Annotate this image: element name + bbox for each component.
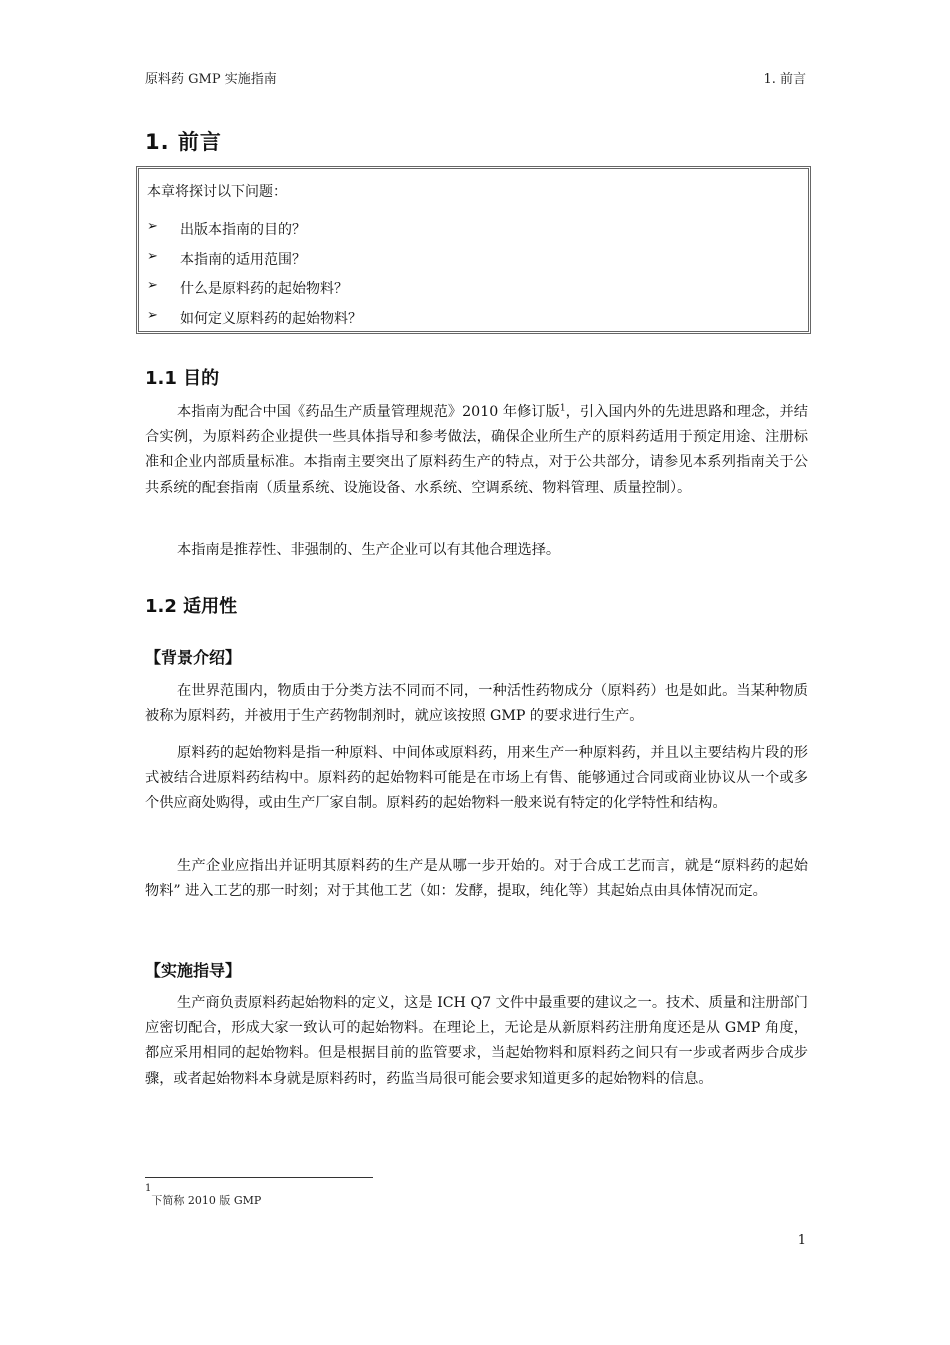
arrow-bullet-icon: ➢ xyxy=(147,248,158,264)
background-paragraph: 生产企业应指出并证明其原料药的生产是从哪一步开始的。对于合成工艺而言，就是“原料药的起始物料” 进入工艺的那一时刻；对于其他工艺（如：发酵，提取，纯化等）其起始点由具体情况而定。 xyxy=(145,858,808,900)
section-title-purpose: 1.1 目的 xyxy=(145,368,220,389)
subheading-guidance: 【实施指导】 xyxy=(145,961,242,980)
purpose-paragraph xyxy=(145,400,808,501)
arrow-bullet-icon: ➢ xyxy=(147,278,158,293)
section-title-applicability: 1.2 适用性 xyxy=(145,596,238,617)
footnote-text: 下简称 2010 版 GMP xyxy=(151,1193,262,1207)
footnote-mark: 1 xyxy=(145,1183,152,1194)
summary-question: 出版本指南的目的？ xyxy=(180,222,306,238)
list-item xyxy=(147,308,362,338)
chapter-title: 1. 前言 xyxy=(145,130,222,154)
running-header-title: 原料药 GMP 实施指南 xyxy=(145,72,277,87)
arrow-bullet-icon: ➢ xyxy=(147,219,158,234)
advisory-note-paragraph: 本指南是推荐性、非强制的、生产企业可以有其他合理选择。 xyxy=(177,542,561,558)
summary-question: 如何定义原料药的起始物料？ xyxy=(180,310,362,327)
footnote xyxy=(145,1183,262,1207)
list-item xyxy=(147,219,362,249)
arrow-bullet-icon: ➢ xyxy=(147,307,158,323)
purpose-text-part-2: ，引入国内外的先进思路和理念，并结合实例，为原料药企业提供一些具体指导和参考做法，确保企业所生产的原料药适用于预定用途、注册标准和企业内部质量标准。本指南主要突出了原料药生产的特点，对于公共部分，请参见本系列指南关于公共系统的配套指南（质量系统、设施设备、水系统、空调系统、物料管理、质量控制）。 xyxy=(145,404,808,496)
subheading-background: 【背景介绍】 xyxy=(145,648,242,667)
purpose-text-part-1: 本指南为配合中国《药品生产质量管理规范》2010 年修订版 xyxy=(177,404,560,420)
footnote-separator xyxy=(145,1177,373,1178)
footnote-reference[interactable]: 1 xyxy=(559,403,566,414)
summary-question: 什么是原料药的起始物料？ xyxy=(180,281,348,297)
summary-question-list xyxy=(147,219,362,337)
summary-intro: 本章将探讨以下问题： xyxy=(147,184,287,200)
chapter-summary-box xyxy=(136,166,811,334)
running-header-chapter: 1. 前言 xyxy=(763,72,806,87)
summary-question: 本指南的适用范围？ xyxy=(180,251,306,268)
list-item xyxy=(147,249,362,279)
list-item xyxy=(147,278,362,308)
background-paragraph: 在世界范围内，物质由于分类方法不同而不同，一种活性药物成分（原料药）也是如此。当某种物质被称为原料药，并被用于生产药物制剂时，就应该按照 GMP 的要求进行生产。 xyxy=(145,683,808,725)
background-paragraph: 原料药的起始物料是指一种原料、中间体或原料药，用来生产一种原料药，并且以主要结构片段的形式被结合进原料药结构中。原料药的起始物料可能是在市场上有售、能够通过合同或商业协议从一个或多个供应商处购得，或由生产厂家自制。原料药的起始物料一般来说有特定的化学特性和结构。 xyxy=(145,745,808,812)
page-number: 1 xyxy=(797,1233,806,1248)
guidance-paragraph: 生产商负责原料药起始物料的定义，这是 ICH Q7 文件中最重要的建议之一。技术、质量和注册部门应密切配合，形成大家一致认可的起始物料。在理论上，无论是从新原料药注册角度还是从 GMP 角度，都应采用相同的起始物料。但是根据目前的监管要求，当起始物料和原料药之间只有一步或者两步合成步骤，或者起始物料本身就是原料药时，药监当局很可能会要求知道更多的起始物料的信息。 xyxy=(145,995,808,1087)
